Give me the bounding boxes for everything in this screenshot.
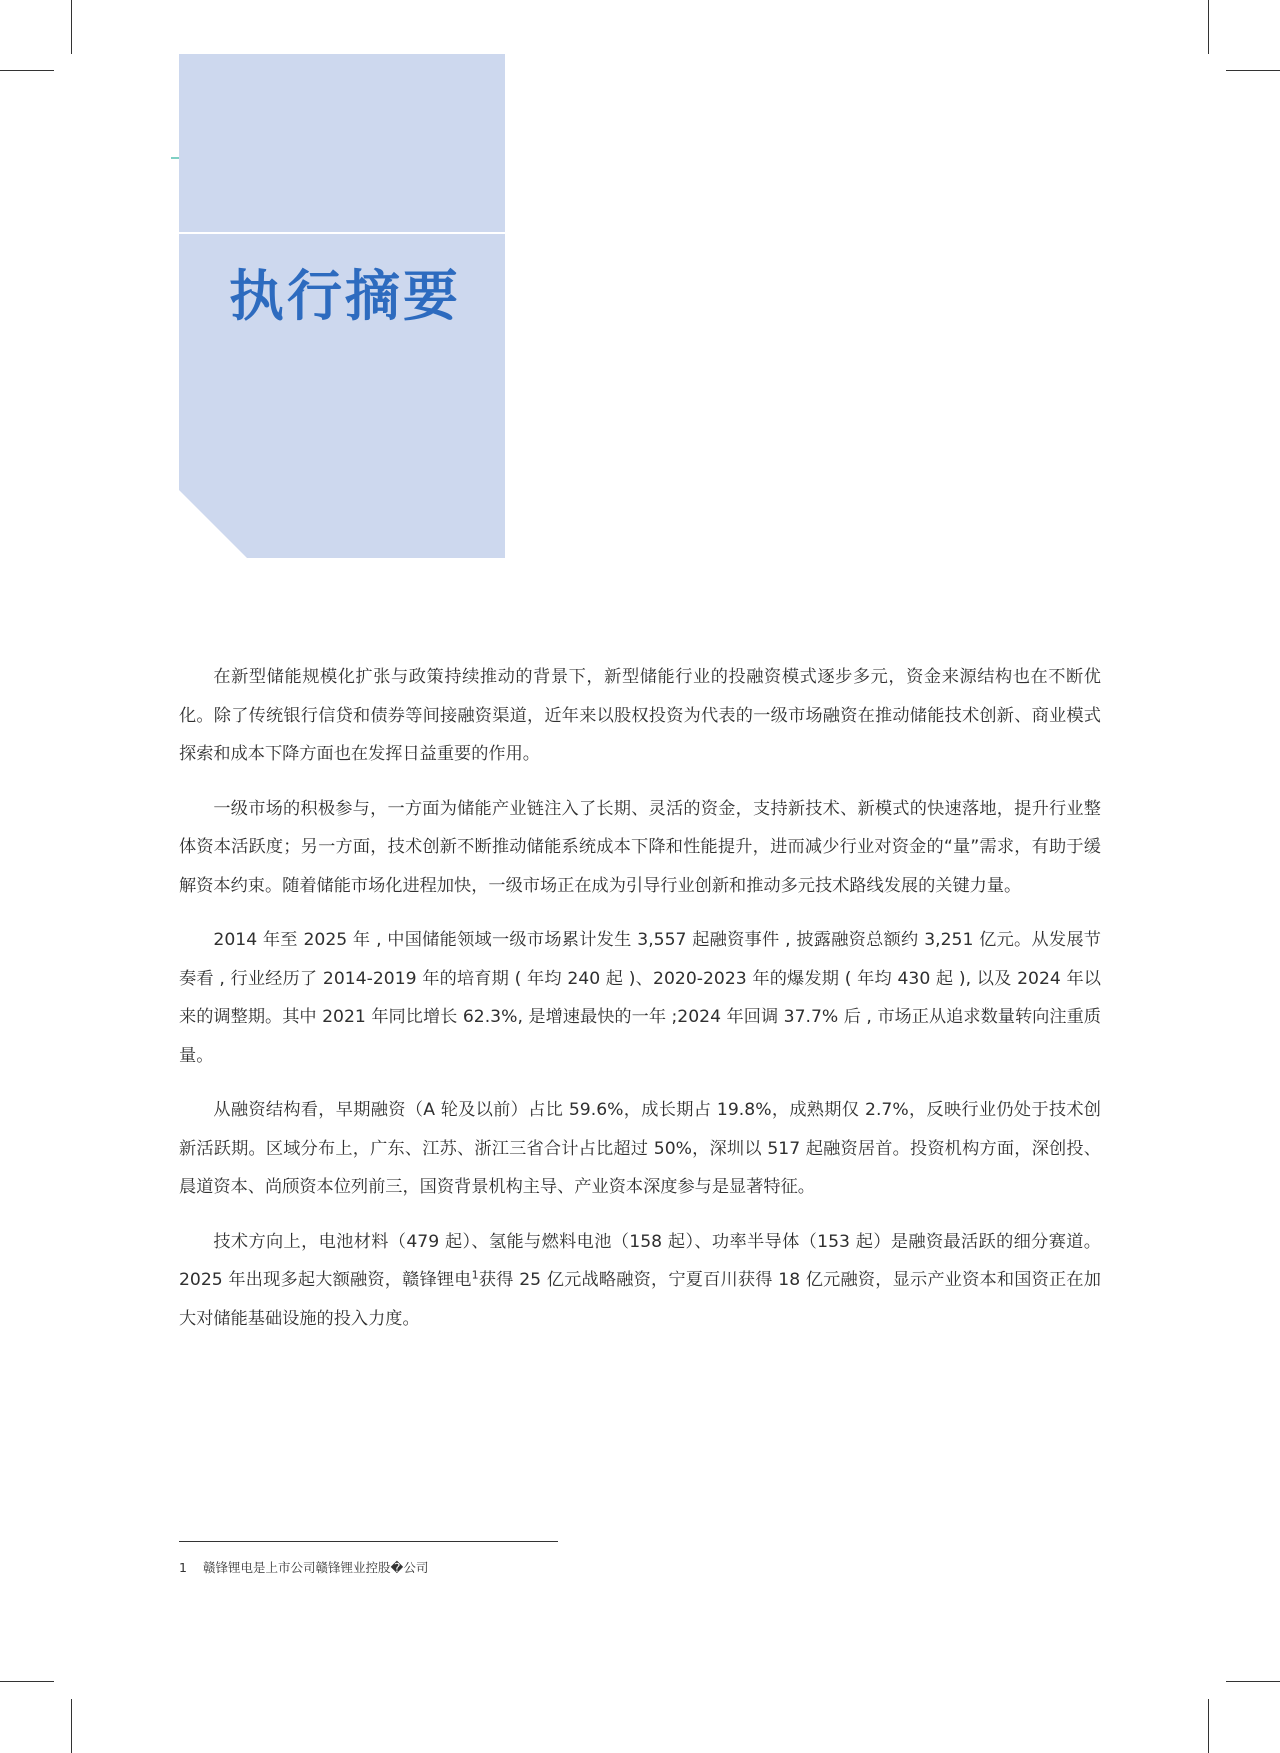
- crop-mark-bottom-left-horizontal: [0, 1681, 54, 1682]
- footnote-text: 赣锋锂电是上市公司赣锋锂业控股�公司: [203, 1560, 429, 1575]
- paragraph-4: 从融资结构看，早期融资（A 轮及以前）占比 59.6%，成长期占 19.8%，成熟期仅 2.7%，反映行业仍处于技术创新活跃期。区域分布上，广东、江苏、浙江三省合计占比超过 50%，深圳以 517 起融资居首。投资机构方面，深创投、晨道资本、尚颀资本位列前三，国资背景机构主导、产业资本深度参与是显著特征。: [179, 1100, 1101, 1197]
- summary-body: [179, 658, 1101, 1354]
- footnote: [179, 1558, 428, 1576]
- crop-mark-top-left-horizontal: [0, 70, 54, 71]
- footnote-divider: [179, 1541, 558, 1542]
- paragraph-5-part-b: 获得 25 亿元战略融资，宁夏百川获得 18 亿元融资，显示产业资本和国资正在加大对储能基础设施的投入力度。: [179, 1270, 1101, 1329]
- footnote-number: 1: [179, 1560, 187, 1575]
- paragraph-5: [179, 1223, 1101, 1339]
- paragraph-2: 一级市场的积极参与，一方面为储能产业链注入了长期、灵活的资金，支持新技术、新模式的快速落地，提升行业整体资本活跃度；另一方面，技术创新不断推动储能系统成本下降和性能提升，进而减少行业对资金的“量”需求，有助于缓解资本约束。随着储能市场化进程加快，一级市场正在成为引导行业创新和推动多元技术路线发展的关键力量。: [179, 798, 1101, 896]
- crop-mark-bottom-left-vertical: [71, 1699, 72, 1753]
- paragraph-3: 2014 年至 2025 年 , 中国储能领域一级市场累计发生 3,557 起融资事件 , 披露融资总额约 3,251 亿元。从发展节奏看 , 行业经历了 2014-2019 年的培育期 ( 年均 240 起 )、2020-2023 年的爆发期 ( 年均 430 起 ), 以及 2024 年以来的调整期。其中 2021 年同比增长 62.3%, 是增速最快的一年 ;2024 年回调 37.7% 后 , 市场正从追求数量转向注重质量。: [179, 930, 1101, 1066]
- crop-mark-top-right-horizontal: [1226, 70, 1280, 71]
- paragraph-5-part-a: 技术方向上，电池材料（479 起）、氢能与燃料电池（158 起）、功率半导体（153 起）是融资最活跃的细分赛道。2025 年出现多起大额融资，赣锋锂电: [179, 1231, 1101, 1290]
- crop-mark-bottom-right-horizontal: [1226, 1681, 1280, 1682]
- footnote-reference[interactable]: 1: [471, 1268, 479, 1282]
- crop-mark-top-left-vertical: [71, 0, 72, 54]
- paragraph-1: 在新型储能规模化扩张与政策持续推动的背景下，新型储能行业的投融资模式逐步多元，资金来源结构也在不断优化。除了传统银行信贷和债券等间接融资渠道，近年来以股权投资为代表的一级市场融资在推动储能技术创新、商业模式探索和成本下降方面也在发挥日益重要的作用。: [179, 667, 1101, 764]
- panel-divider: [179, 232, 505, 234]
- crop-mark-top-right-vertical: [1208, 0, 1209, 54]
- page-title: 执行摘要: [229, 264, 462, 328]
- crop-mark-bottom-right-vertical: [1208, 1699, 1209, 1753]
